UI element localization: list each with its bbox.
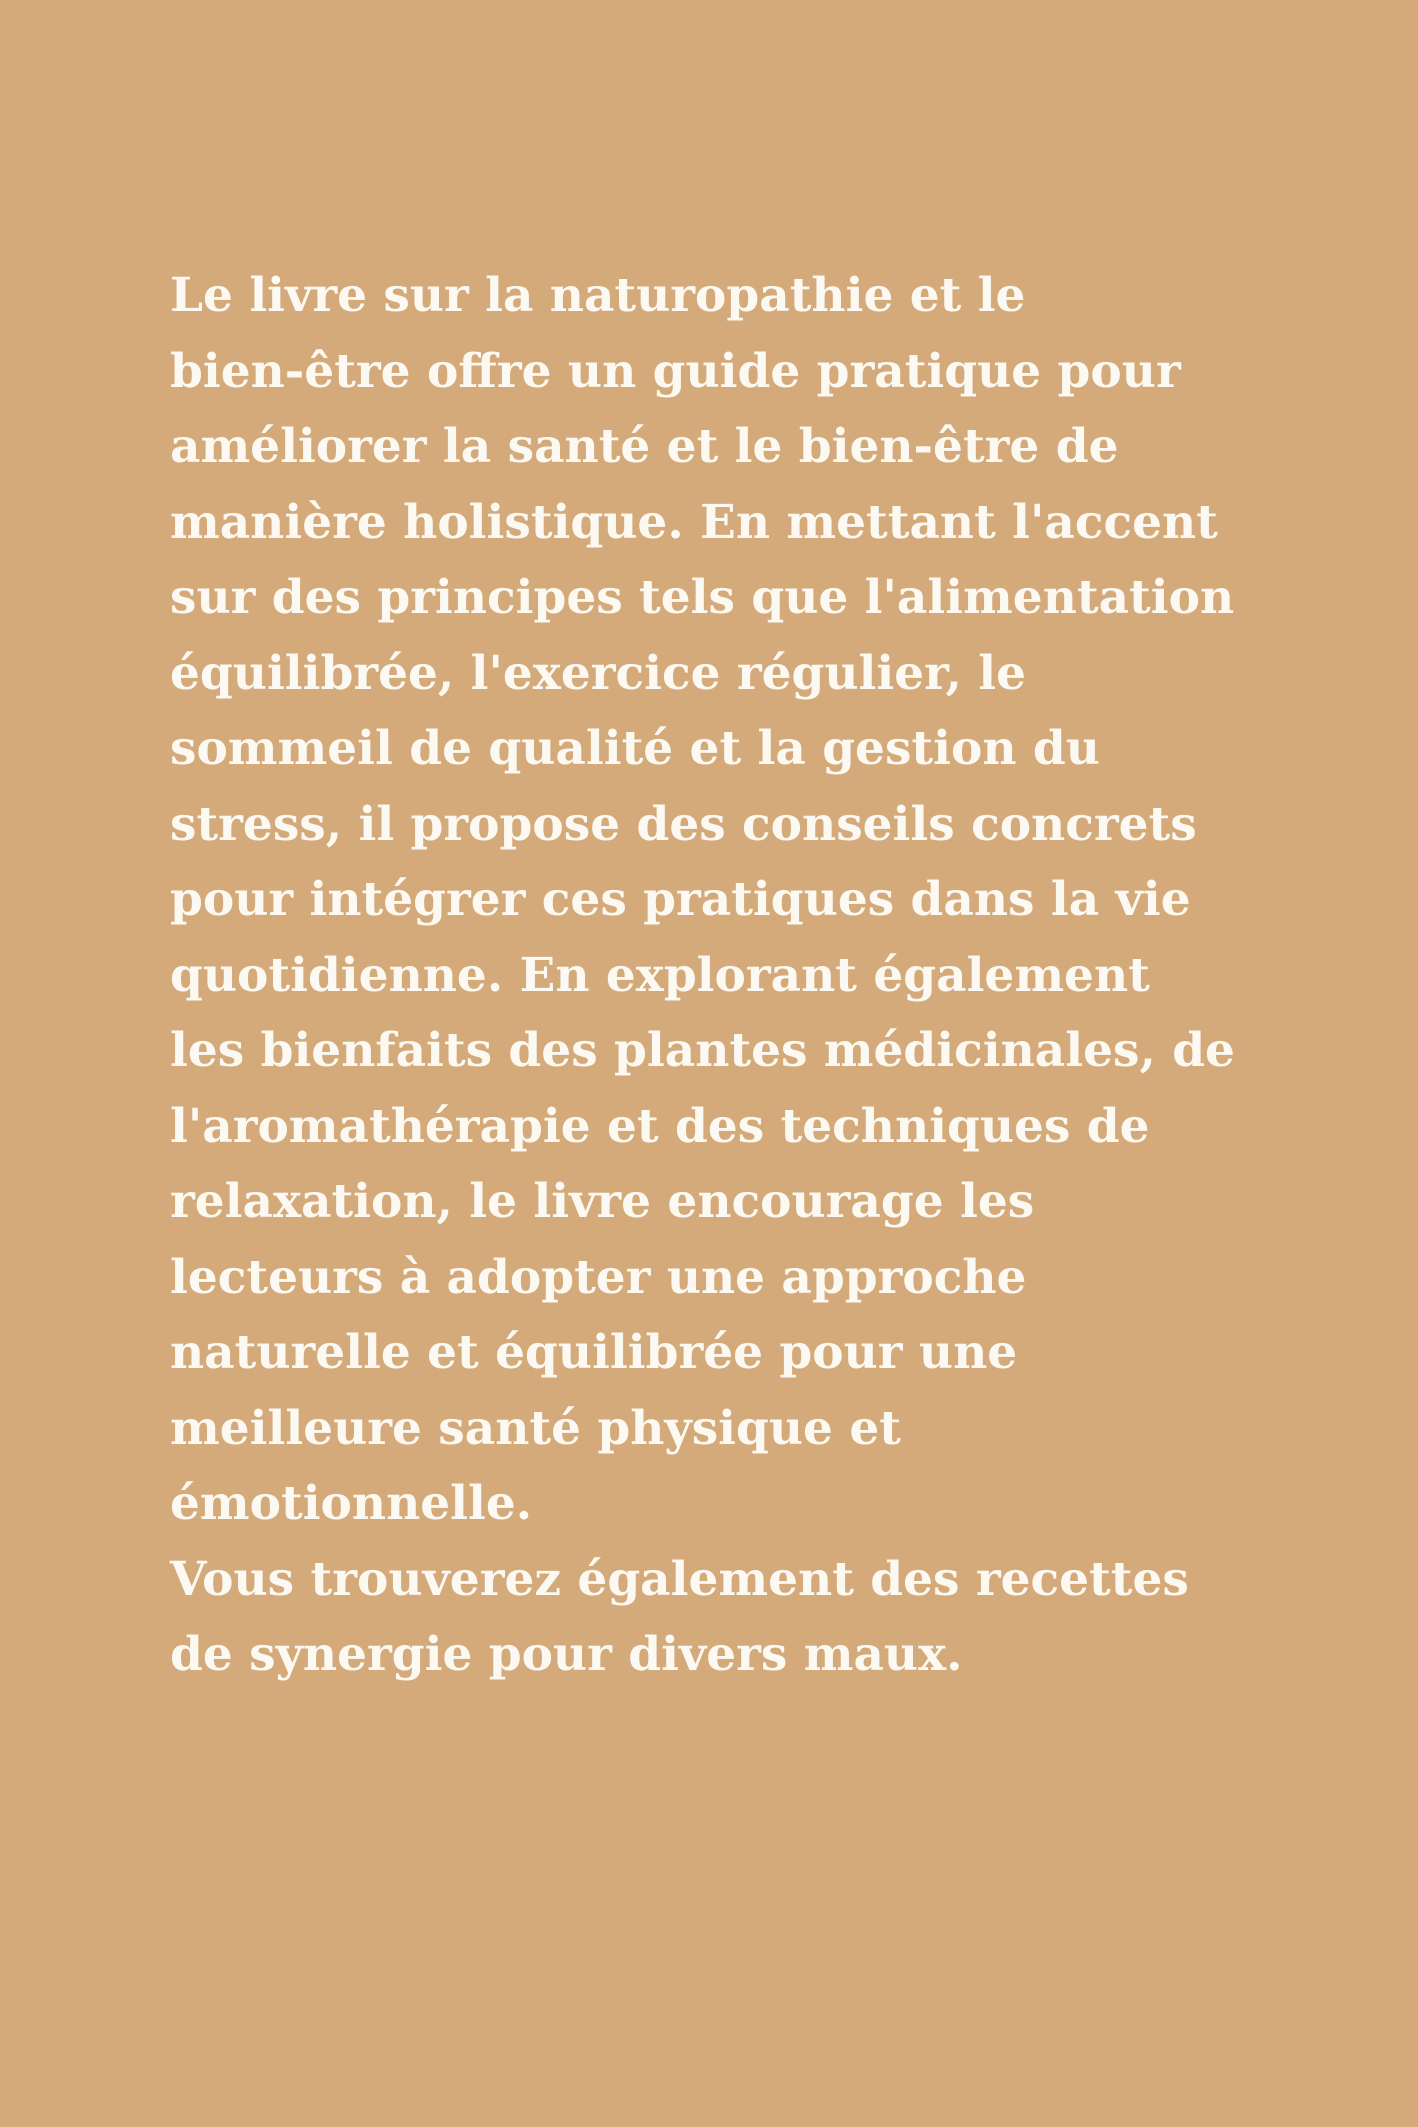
description-line: de synergie pour divers maux. [170,1627,963,1682]
description-line: Vous trouverez également des recettes [170,1551,1189,1607]
description-line: stress, il propose des conseils concrets [170,796,1197,852]
description-line: relaxation, le livre encourage les [170,1174,1035,1229]
description-line: pour intégrer ces pratiques dans la vie [170,872,1191,927]
description-line: l'aromathérapie et des techniques de [170,1098,1150,1154]
description-line: sur des principes tels que l'alimentation [170,570,1235,625]
description-line: quotidienne. En explorant également [170,947,1150,1003]
description-line: sommeil de qualité et la gestion du [170,721,1100,776]
description-line: lecteurs à adopter une approche [170,1249,1027,1305]
description-line: naturelle et équilibrée pour une [170,1325,1018,1380]
description-line: émotionnelle. [170,1476,533,1531]
description-line: manière holistique. En mettant l'accent [170,494,1218,550]
description-line: équilibrée, l'exercice régulier, le [170,645,1026,701]
book-description [170,258,1310,1693]
description-line: Le livre sur la naturopathie et le [170,268,1026,323]
description-line: améliorer la santé et le bien-être de [170,419,1119,474]
description-line: les bienfaits des plantes médicinales, de [170,1023,1235,1078]
description-line: bien-être offre un guide pratique pour [170,343,1181,399]
description-line: meilleure santé physique et [170,1400,901,1456]
